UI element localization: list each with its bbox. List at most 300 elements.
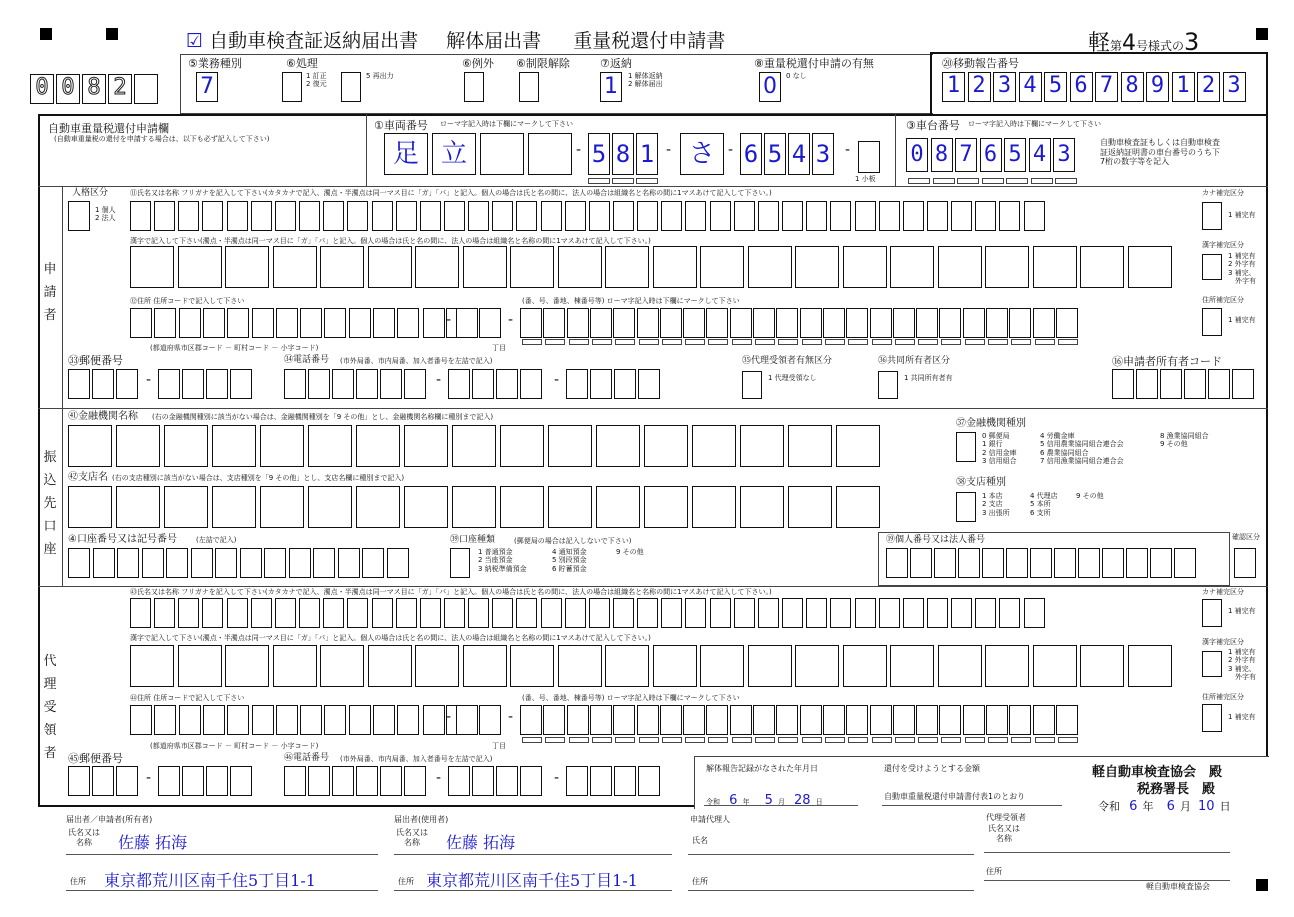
agent-name-kana-cell[interactable] (589, 598, 610, 628)
agent-phone-cell[interactable] (472, 766, 494, 796)
agent-name-kana-cell[interactable] (130, 598, 151, 628)
confirmation-field[interactable] (1234, 548, 1256, 578)
branch-name-cell[interactable] (836, 486, 880, 528)
my-number-cell[interactable] (982, 548, 1004, 578)
mark-cell[interactable] (778, 339, 798, 345)
branch-name-cell[interactable] (500, 486, 544, 528)
agent-name-kana-cell[interactable] (879, 598, 900, 628)
applicant-address-cell[interactable] (963, 308, 985, 338)
kana-completion-field[interactable] (1202, 202, 1222, 230)
agent-address-cell[interactable] (520, 705, 542, 735)
applicant-address-cell[interactable] (1033, 308, 1055, 338)
agent-name-kana-cell[interactable] (227, 598, 248, 628)
agent-address-code-cell[interactable] (324, 705, 346, 735)
agent-name-kanji-cell[interactable] (558, 645, 602, 687)
applicant-address-code-cell[interactable] (130, 308, 152, 338)
bank-name-cell[interactable] (836, 425, 880, 467)
mark-cell[interactable] (588, 178, 610, 184)
mark-cell[interactable] (895, 339, 915, 345)
agent-name-kana-cell[interactable] (758, 598, 779, 628)
mark-cell[interactable] (522, 339, 542, 345)
signer2-address[interactable]: 東京都荒川区南千住5丁目1-1 (426, 871, 638, 890)
agent-name-kana-cell[interactable] (975, 598, 996, 628)
applicant-address-cell[interactable] (846, 308, 868, 338)
applicant-name-kana-cell[interactable] (589, 201, 610, 231)
applicant-address-code-cell[interactable] (423, 308, 445, 338)
applicant-name-kanji-cell[interactable] (985, 246, 1029, 288)
branch-name-cell[interactable] (644, 486, 688, 528)
agent-name-kanji-cell[interactable] (890, 645, 934, 687)
agent-address-code-cell[interactable] (349, 705, 371, 735)
agent-address-code-cell[interactable] (276, 705, 298, 735)
mark-cell[interactable] (895, 737, 915, 743)
applicant-name-kana-cell[interactable] (299, 201, 320, 231)
bank-name-cell[interactable] (596, 425, 640, 467)
applicant-name-kanji-cell[interactable] (1033, 246, 1077, 288)
applicant-address-cell[interactable] (706, 308, 728, 338)
transfer-report-digit[interactable]: 1 (942, 72, 965, 102)
applicant-name-kanji-cell[interactable] (938, 246, 982, 288)
applicant-phone-cell[interactable] (520, 369, 542, 399)
plate-number-digit[interactable]: 6 (740, 133, 762, 175)
agent-phone-cell[interactable] (566, 766, 588, 796)
account-number-cell[interactable] (289, 548, 311, 578)
applicant-postal-cell[interactable] (206, 369, 228, 399)
chassis-digit[interactable]: 0 (906, 138, 928, 172)
my-number-cell[interactable] (1126, 548, 1148, 578)
mark-cell[interactable] (685, 737, 705, 743)
my-number-cell[interactable] (1078, 548, 1100, 578)
mark-cell[interactable] (988, 737, 1008, 743)
applicant-address-cell[interactable] (823, 308, 845, 338)
agent-name-kana-cell[interactable] (468, 598, 489, 628)
applicant-phone-cell[interactable] (284, 369, 306, 399)
applicant-name-kanji-cell[interactable] (130, 246, 174, 288)
agent-postal-cell[interactable] (92, 766, 114, 796)
branch-type-field[interactable] (956, 492, 976, 522)
applicant-name-kana-cell[interactable] (637, 201, 658, 231)
plate-class-digit[interactable]: 8 (612, 133, 634, 175)
agent-address-cell[interactable] (613, 705, 635, 735)
bank-type-field[interactable] (956, 432, 976, 462)
owner-code-cell[interactable] (1208, 369, 1230, 399)
account-number-cell[interactable] (215, 548, 237, 578)
applicant-name-kanji-cell[interactable] (1080, 246, 1124, 288)
agent-address-cell[interactable] (660, 705, 682, 735)
agent-address-cell[interactable] (776, 705, 798, 735)
agent-address-cell[interactable] (730, 705, 752, 735)
owner-code-cell[interactable] (1112, 369, 1134, 399)
applicant-address-cell[interactable] (1009, 308, 1031, 338)
plate-class-digit[interactable]: 5 (588, 133, 610, 175)
applicant-name-kana-cell[interactable] (323, 201, 344, 231)
owner-code-cell[interactable] (1232, 369, 1254, 399)
agent-address-cell[interactable] (1009, 705, 1031, 735)
applicant-postal-cell[interactable] (182, 369, 204, 399)
mark-cell[interactable] (1011, 737, 1031, 743)
limit-release-field[interactable] (519, 72, 539, 102)
agent-name-kana-cell[interactable] (855, 598, 876, 628)
agent-name-kanji-cell[interactable] (510, 645, 554, 687)
owner-code-cell[interactable] (1160, 369, 1182, 399)
agent-address-cell[interactable] (590, 705, 612, 735)
mark-cell[interactable] (569, 339, 589, 345)
my-number-cell[interactable] (910, 548, 932, 578)
plate-region-char[interactable]: 立 (432, 133, 476, 175)
agent-name-kana-cell[interactable] (492, 598, 513, 628)
agent-name-kana-cell[interactable] (613, 598, 634, 628)
agent-postal-cell[interactable] (182, 766, 204, 796)
agent-name-kanji-cell[interactable] (178, 645, 222, 687)
agent-phone-cell[interactable] (496, 766, 518, 796)
applicant-name-kana-cell[interactable] (710, 201, 731, 231)
agent-name-kana-cell[interactable] (951, 598, 972, 628)
mark-cell[interactable] (933, 178, 955, 184)
agent-address-cell[interactable] (916, 705, 938, 735)
applicant-address-cell[interactable] (590, 308, 612, 338)
applicant-address-cell[interactable] (776, 308, 798, 338)
my-number-cell[interactable] (1006, 548, 1028, 578)
account-number-cell[interactable] (117, 548, 139, 578)
kana-completion-field[interactable] (1202, 599, 1222, 627)
agent-address-cell[interactable] (753, 705, 775, 735)
process-field[interactable] (282, 72, 302, 102)
mark-cell[interactable] (545, 339, 565, 345)
mark-cell[interactable] (965, 737, 985, 743)
transfer-report-digit[interactable]: 1 (1172, 72, 1195, 102)
agent-postal-cell[interactable] (158, 766, 180, 796)
return-field[interactable]: 1 (600, 72, 622, 102)
agent-phone-cell[interactable] (308, 766, 330, 796)
small-plate-field[interactable] (858, 141, 880, 173)
mark-cell[interactable] (545, 737, 565, 743)
applicant-name-kanji-cell[interactable] (320, 246, 364, 288)
chassis-digit[interactable]: 4 (1029, 138, 1051, 172)
mark-cell[interactable] (1035, 339, 1055, 345)
agent-name-kana-cell[interactable] (734, 598, 755, 628)
applicant-postal-cell[interactable] (116, 369, 138, 399)
mark-cell[interactable] (1006, 178, 1028, 184)
agent-name-kana-cell[interactable] (372, 598, 393, 628)
applicant-address-code-cell[interactable] (203, 308, 225, 338)
mark-cell[interactable] (592, 339, 612, 345)
mark-cell[interactable] (778, 737, 798, 743)
applicant-name-kanji-cell[interactable] (1128, 246, 1172, 288)
mark-cell[interactable] (522, 737, 542, 743)
applicant-name-kanji-cell[interactable] (510, 246, 554, 288)
applicant-address-code-cell[interactable] (373, 308, 395, 338)
agent-phone-cell[interactable] (404, 766, 426, 796)
branch-name-cell[interactable] (404, 486, 448, 528)
agent-phone-cell[interactable] (614, 766, 636, 796)
agent-name-kana-cell[interactable] (444, 598, 465, 628)
branch-name-cell[interactable] (452, 486, 496, 528)
branch-name-cell[interactable] (548, 486, 592, 528)
agent-name-kanji-cell[interactable] (843, 645, 887, 687)
agent-name-kana-cell[interactable] (903, 598, 924, 628)
applicant-name-kana-cell[interactable] (154, 201, 175, 231)
applicant-name-kana-cell[interactable] (275, 201, 296, 231)
transfer-report-digit[interactable]: 8 (1121, 72, 1144, 102)
branch-name-cell[interactable] (596, 486, 640, 528)
account-number-cell[interactable] (313, 548, 335, 578)
agent-address-cell[interactable] (800, 705, 822, 735)
applicant-address-cell[interactable] (730, 308, 752, 338)
mark-cell[interactable] (685, 339, 705, 345)
agent-name-kana-cell[interactable] (154, 598, 175, 628)
agent-name-kanji-cell[interactable] (700, 645, 744, 687)
mark-cell[interactable] (965, 339, 985, 345)
applicant-address-code-cell[interactable] (324, 308, 346, 338)
mark-cell[interactable] (872, 737, 892, 743)
agent-name-kanji-cell[interactable] (1080, 645, 1124, 687)
weight-tax-refund-field[interactable]: 0 (759, 72, 781, 102)
plate-class-digit[interactable]: 1 (636, 133, 658, 175)
applicant-name-kana-cell[interactable] (734, 201, 755, 231)
agent-address-code-cell[interactable] (456, 705, 478, 735)
applicant-name-kana-cell[interactable] (879, 201, 900, 231)
mark-cell[interactable] (612, 178, 634, 184)
mark-cell[interactable] (732, 339, 752, 345)
agent-name-kanji-cell[interactable] (130, 645, 174, 687)
office-code-digit[interactable]: 0 (56, 74, 80, 104)
address-completion-field[interactable] (1202, 704, 1222, 732)
bank-name-cell[interactable] (500, 425, 544, 467)
agent-name-kanji-cell[interactable] (748, 645, 792, 687)
applicant-address-code-cell[interactable] (276, 308, 298, 338)
my-number-cell[interactable] (1174, 548, 1196, 578)
mark-cell[interactable] (918, 339, 938, 345)
agent-address-code-cell[interactable] (479, 705, 501, 735)
agent-phone-cell[interactable] (332, 766, 354, 796)
applicant-name-kana-cell[interactable] (468, 201, 489, 231)
agent-name-kana-cell[interactable] (661, 598, 682, 628)
mark-cell[interactable] (982, 178, 1004, 184)
co-owner-field[interactable] (878, 371, 898, 399)
agent-name-kana-cell[interactable] (685, 598, 706, 628)
mark-cell[interactable] (569, 737, 589, 743)
plate-kana[interactable]: さ (680, 133, 724, 175)
account-number-cell[interactable] (166, 548, 188, 578)
applicant-address-cell[interactable] (567, 308, 589, 338)
applicant-address-cell[interactable] (753, 308, 775, 338)
agent-address-code-cell[interactable] (130, 705, 152, 735)
bank-name-cell[interactable] (164, 425, 208, 467)
bank-name-cell[interactable] (740, 425, 784, 467)
signer2-name[interactable]: 佐藤 拓海 (446, 833, 516, 852)
agent-address-code-cell[interactable] (203, 705, 225, 735)
owner-code-cell[interactable] (1184, 369, 1206, 399)
applicant-name-kana-cell[interactable] (130, 201, 151, 231)
applicant-address-cell[interactable] (543, 308, 565, 338)
transfer-report-digit[interactable]: 5 (1044, 72, 1067, 102)
checkbox-checked-icon[interactable]: ☑ (186, 30, 204, 52)
applicant-phone-cell[interactable] (308, 369, 330, 399)
applicant-address-cell[interactable] (893, 308, 915, 338)
applicant-phone-cell[interactable] (404, 369, 426, 399)
agent-name-kanji-cell[interactable] (605, 645, 649, 687)
applicant-address-cell[interactable] (916, 308, 938, 338)
applicant-name-kanji-cell[interactable] (653, 246, 697, 288)
person-type-field[interactable] (68, 201, 90, 231)
bank-name-cell[interactable] (788, 425, 832, 467)
applicant-name-kana-cell[interactable] (758, 201, 779, 231)
applicant-name-kanji-cell[interactable] (700, 246, 744, 288)
agent-postal-cell[interactable] (230, 766, 252, 796)
account-type-field[interactable] (450, 548, 470, 578)
my-number-cell[interactable] (1030, 548, 1052, 578)
agent-address-cell[interactable] (846, 705, 868, 735)
chassis-digit[interactable]: 3 (1053, 138, 1075, 172)
agent-name-kanji-cell[interactable] (653, 645, 697, 687)
agent-address-cell[interactable] (706, 705, 728, 735)
agent-name-kanji-cell[interactable] (320, 645, 364, 687)
applicant-name-kana-cell[interactable] (855, 201, 876, 231)
mark-cell[interactable] (802, 339, 822, 345)
applicant-address-code-cell[interactable] (179, 308, 201, 338)
mark-cell[interactable] (615, 737, 635, 743)
my-number-cell[interactable] (1054, 548, 1076, 578)
applicant-phone-cell[interactable] (614, 369, 636, 399)
applicant-name-kana-cell[interactable] (516, 201, 537, 231)
branch-name-cell[interactable] (212, 486, 256, 528)
account-number-cell[interactable] (338, 548, 360, 578)
agent-address-cell[interactable] (939, 705, 961, 735)
mark-cell[interactable] (825, 339, 845, 345)
applicant-phone-cell[interactable] (590, 369, 612, 399)
bank-name-cell[interactable] (68, 425, 112, 467)
mark-cell[interactable] (755, 737, 775, 743)
applicant-phone-cell[interactable] (496, 369, 518, 399)
transfer-report-digit[interactable]: 2 (968, 72, 991, 102)
office-code-digit[interactable]: 8 (82, 74, 106, 104)
applicant-name-kana-cell[interactable] (420, 201, 441, 231)
agent-postal-cell[interactable] (116, 766, 138, 796)
branch-name-cell[interactable] (788, 486, 832, 528)
applicant-address-cell[interactable] (683, 308, 705, 338)
agent-name-kana-cell[interactable] (347, 598, 368, 628)
signer1-name[interactable]: 佐藤 拓海 (118, 833, 188, 852)
agent-phone-cell[interactable] (284, 766, 306, 796)
agent-address-code-cell[interactable] (300, 705, 322, 735)
agent-address-cell[interactable] (683, 705, 705, 735)
agent-name-kana-cell[interactable] (323, 598, 344, 628)
applicant-name-kana-cell[interactable] (613, 201, 634, 231)
applicant-address-code-cell[interactable] (227, 308, 249, 338)
applicant-address-code-cell[interactable] (479, 308, 501, 338)
mark-cell[interactable] (908, 178, 930, 184)
account-number-cell[interactable] (387, 548, 409, 578)
applicant-name-kanji-cell[interactable] (368, 246, 412, 288)
mark-cell[interactable] (941, 737, 961, 743)
kanji-completion-field[interactable] (1202, 254, 1222, 280)
mark-cell[interactable] (1058, 339, 1078, 345)
applicant-address-cell[interactable] (800, 308, 822, 338)
agent-address-code-cell[interactable] (179, 705, 201, 735)
exception-field[interactable] (464, 72, 484, 102)
applicant-name-kanji-cell[interactable] (558, 246, 602, 288)
plate-number-digit[interactable]: 3 (812, 133, 834, 175)
account-number-cell[interactable] (264, 548, 286, 578)
kanji-completion-field[interactable] (1202, 651, 1222, 677)
applicant-name-kanji-cell[interactable] (463, 246, 507, 288)
agent-address-cell[interactable] (963, 705, 985, 735)
agent-address-cell[interactable] (567, 705, 589, 735)
applicant-name-kana-cell[interactable] (830, 201, 851, 231)
mark-cell[interactable] (708, 339, 728, 345)
chassis-digit[interactable]: 7 (955, 138, 977, 172)
applicant-name-kana-cell[interactable] (541, 201, 562, 231)
transfer-report-digit[interactable]: 9 (1146, 72, 1169, 102)
agent-phone-cell[interactable] (356, 766, 378, 796)
applicant-postal-cell[interactable] (230, 369, 252, 399)
mark-cell[interactable] (639, 339, 659, 345)
account-number-cell[interactable] (191, 548, 213, 578)
mark-cell[interactable] (941, 339, 961, 345)
applicant-name-kana-cell[interactable] (999, 201, 1020, 231)
mark-cell[interactable] (615, 339, 635, 345)
address-completion-field[interactable] (1202, 308, 1222, 336)
applicant-postal-cell[interactable] (158, 369, 180, 399)
applicant-name-kanji-cell[interactable] (748, 246, 792, 288)
branch-name-cell[interactable] (116, 486, 160, 528)
applicant-phone-cell[interactable] (332, 369, 354, 399)
mark-cell[interactable] (957, 178, 979, 184)
agent-name-kana-cell[interactable] (999, 598, 1020, 628)
mark-cell[interactable] (988, 339, 1008, 345)
applicant-phone-cell[interactable] (472, 369, 494, 399)
applicant-address-code-cell[interactable] (300, 308, 322, 338)
applicant-address-cell[interactable] (986, 308, 1008, 338)
applicant-address-code-cell[interactable] (349, 308, 371, 338)
bank-name-cell[interactable] (308, 425, 352, 467)
applicant-postal-cell[interactable] (92, 369, 114, 399)
account-number-cell[interactable] (362, 548, 384, 578)
applicant-phone-cell[interactable] (448, 369, 470, 399)
applicant-name-kana-cell[interactable] (806, 201, 827, 231)
plate-number-digit[interactable]: 5 (764, 133, 786, 175)
applicant-name-kana-cell[interactable] (685, 201, 706, 231)
agent-name-kanji-cell[interactable] (985, 645, 1029, 687)
bank-name-cell[interactable] (404, 425, 448, 467)
branch-name-cell[interactable] (308, 486, 352, 528)
agent-name-kana-cell[interactable] (275, 598, 296, 628)
mark-cell[interactable] (662, 339, 682, 345)
transfer-report-digit[interactable]: 7 (1095, 72, 1118, 102)
agent-address-cell[interactable] (1056, 705, 1078, 735)
applicant-address-code-cell[interactable] (456, 308, 478, 338)
applicant-name-kana-cell[interactable] (951, 201, 972, 231)
applicant-address-cell[interactable] (870, 308, 892, 338)
transfer-report-digit[interactable]: 3 (993, 72, 1016, 102)
applicant-name-kana-cell[interactable] (927, 201, 948, 231)
agent-name-kana-cell[interactable] (637, 598, 658, 628)
applicant-name-kana-cell[interactable] (661, 201, 682, 231)
agent-name-kanji-cell[interactable] (273, 645, 317, 687)
agent-name-kana-cell[interactable] (299, 598, 320, 628)
branch-name-cell[interactable] (356, 486, 400, 528)
applicant-name-kana-cell[interactable] (975, 201, 996, 231)
applicant-name-kanji-cell[interactable] (178, 246, 222, 288)
applicant-name-kana-cell[interactable] (178, 201, 199, 231)
applicant-postal-cell[interactable] (68, 369, 90, 399)
applicant-name-kana-cell[interactable] (347, 201, 368, 231)
chassis-digit[interactable]: 6 (980, 138, 1002, 172)
agent-address-code-cell[interactable] (154, 705, 176, 735)
agent-name-kana-cell[interactable] (710, 598, 731, 628)
mark-cell[interactable] (1058, 737, 1078, 743)
applicant-phone-cell[interactable] (566, 369, 588, 399)
